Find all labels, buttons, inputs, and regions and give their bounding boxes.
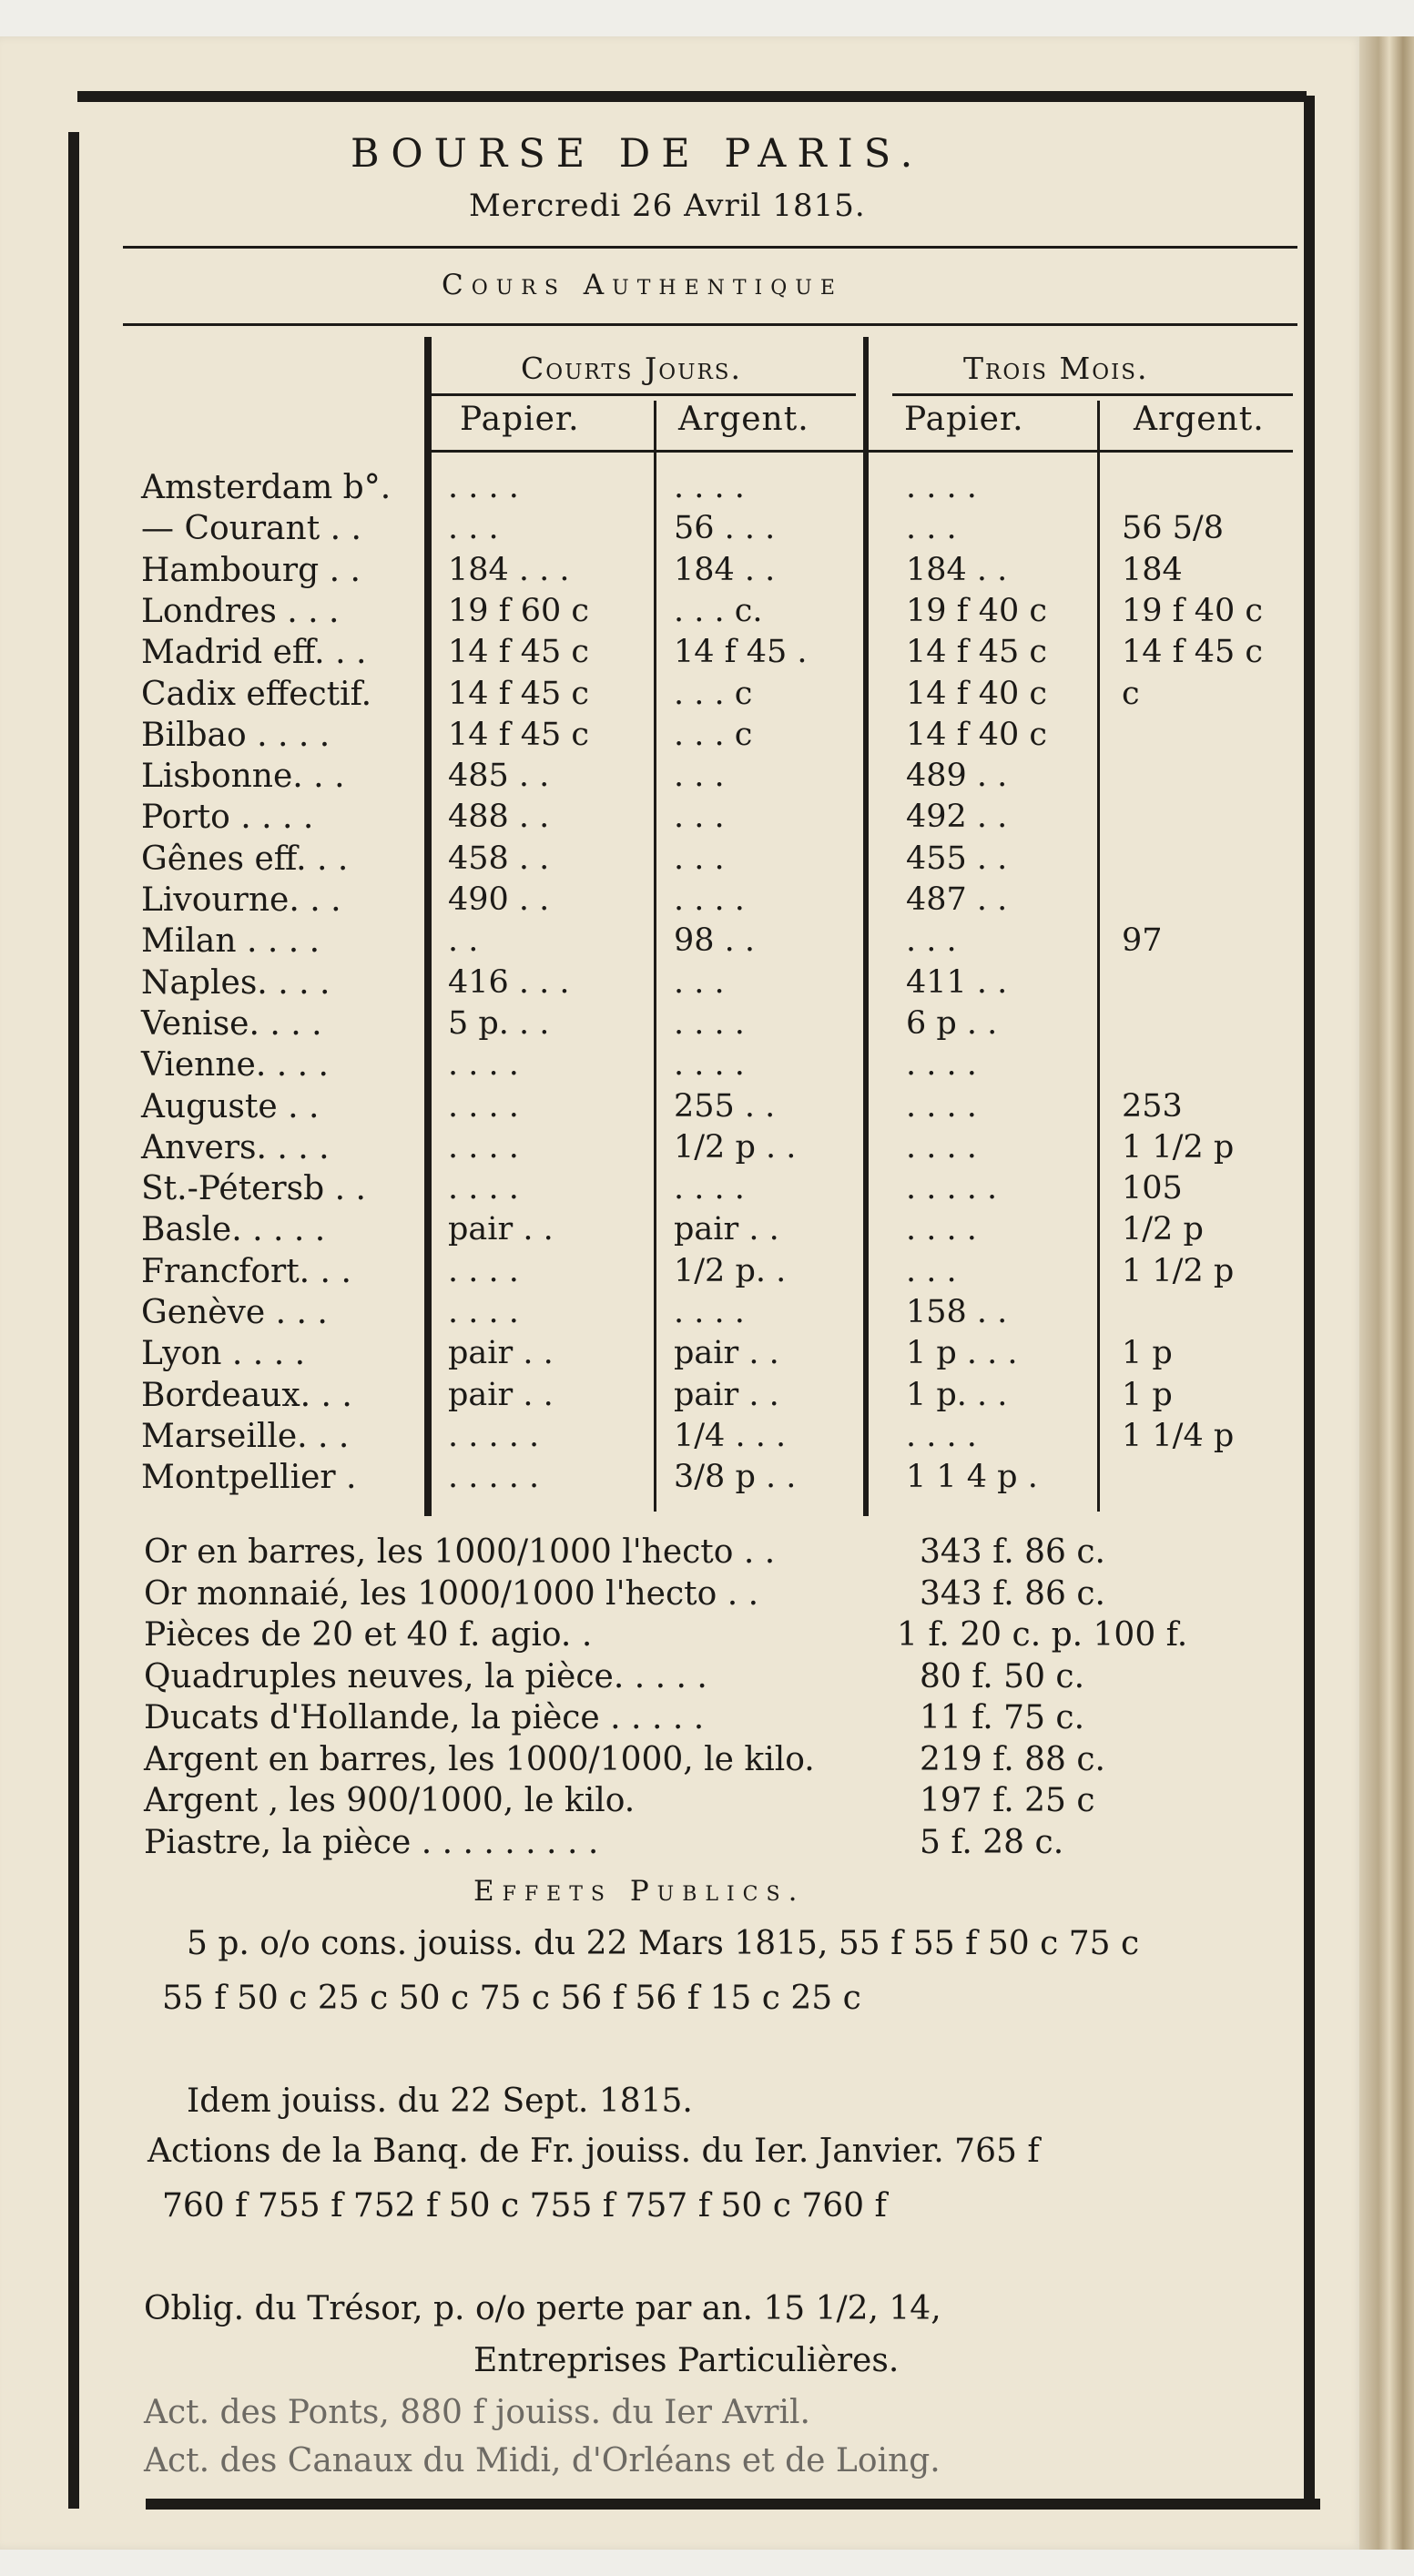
exchange-cell-tm-papier: . . . . — [906, 1211, 977, 1247]
page-title: BOURSE DE PARIS. — [351, 131, 924, 177]
exchange-cell-cj-papier: . . . . — [448, 1294, 519, 1330]
exchange-place: Porto . . . . — [141, 799, 314, 836]
exchange-cell-tm-papier: 158 . . — [906, 1294, 1008, 1330]
metal-value: 343 f. 86 c. — [920, 1575, 1105, 1613]
column-rule-4 — [1097, 401, 1100, 1512]
exchange-cell-cj-papier: pair . . — [448, 1377, 554, 1413]
exchange-cell-cj-argent: 98 . . — [674, 922, 756, 959]
exchange-cell-cj-argent: . . . — [674, 758, 725, 794]
exchange-cell-cj-argent: 255 . . — [674, 1088, 776, 1125]
exchange-place: Gênes eff. . . — [141, 840, 349, 878]
column-rule-3 — [863, 337, 869, 1516]
metal-value: 5 f. 28 c. — [920, 1824, 1064, 1861]
effets-line-1: 5 p. o/o cons. jouiss. du 22 Mars 1815, 55 f 55 f 50 c 75 c — [187, 1925, 1140, 1962]
exchange-cell-tm-papier: 1 1 4 p . — [906, 1459, 1038, 1495]
exchange-cell-cj-argent: 1/4 . . . — [674, 1418, 787, 1454]
exchange-place: — Courant . . — [141, 510, 361, 547]
exchange-cell-cj-papier: . . . . — [448, 1253, 519, 1289]
sub-header-argent-cj: Argent. — [678, 401, 809, 438]
exchange-place: St.-Pétersb . . — [141, 1170, 366, 1207]
right-border — [1304, 96, 1315, 2509]
column-rule-2 — [654, 401, 656, 1512]
exchange-cell-cj-papier: . . . . — [448, 1129, 519, 1166]
metal-label: Or monnaié, les 1000/1000 l'hecto . . — [144, 1575, 759, 1613]
exchange-cell-cj-argent: 184 . . — [674, 552, 776, 588]
section-rule — [123, 323, 1297, 326]
metal-label: Pièces de 20 et 40 f. agio. . — [144, 1616, 593, 1654]
exchange-cell-cj-papier: 14 f 45 c — [448, 717, 590, 753]
exchange-cell-tm-argent: 1/2 p — [1122, 1211, 1204, 1247]
exchange-cell-cj-argent: pair . . — [674, 1211, 779, 1247]
exchange-place: Naples. . . . — [141, 964, 331, 1002]
exchange-cell-tm-papier: 455 . . — [906, 840, 1008, 877]
exchange-cell-cj-argent: . . . — [674, 964, 725, 1001]
exchange-cell-tm-papier: 492 . . — [906, 799, 1008, 835]
exchange-cell-tm-papier: . . . . — [906, 469, 977, 505]
column-rule-1 — [424, 337, 432, 1516]
exchange-cell-cj-papier: 416 . . . — [448, 964, 570, 1001]
exchange-cell-tm-papier: 14 f 45 c — [906, 634, 1048, 670]
sub-header-papier-cj: Papier. — [460, 401, 580, 438]
exchange-place: Vienne. . . . — [141, 1046, 329, 1084]
exchange-cell-cj-argent: 56 . . . — [674, 510, 776, 546]
metal-value: 343 f. 86 c. — [920, 1533, 1105, 1571]
exchange-cell-cj-papier: . . . — [448, 510, 499, 546]
exchange-place: Marseille. . . — [141, 1418, 350, 1455]
exchange-cell-tm-papier: . . . . . — [906, 1170, 998, 1207]
section-heading: Cours Authentique — [442, 269, 843, 301]
metal-label: Argent , les 900/1000, le kilo. — [144, 1782, 636, 1819]
page-date: Mercredi 26 Avril 1815. — [469, 188, 866, 224]
exchange-cell-tm-papier: . . . . — [906, 1418, 977, 1454]
exchange-place: Hambourg . . — [141, 552, 361, 589]
exchange-cell-tm-argent: 1 p — [1122, 1377, 1173, 1413]
exchange-cell-cj-argent: . . . . — [674, 1170, 745, 1207]
exchange-cell-cj-argent: . . . . — [674, 469, 745, 505]
exchange-place: Lyon . . . . — [141, 1335, 306, 1372]
subheader-rule — [428, 450, 1293, 453]
exchange-place: Basle. . . . . — [141, 1211, 326, 1248]
exchange-place: Milan . . . . — [141, 922, 320, 960]
exchange-cell-cj-papier: pair . . — [448, 1335, 554, 1371]
exchange-cell-tm-argent: 97 — [1122, 922, 1163, 959]
exchange-cell-tm-papier: 14 f 40 c — [906, 676, 1048, 712]
exchange-cell-cj-papier: . . . . . — [448, 1418, 540, 1454]
exchange-place: Francfort. . . — [141, 1253, 351, 1290]
exchange-cell-cj-papier: 14 f 45 c — [448, 634, 590, 670]
exchange-cell-tm-argent: 1 1/2 p — [1122, 1129, 1235, 1166]
exchange-cell-cj-argent: . . . c. — [674, 593, 763, 629]
exchange-cell-cj-argent: . . . . — [674, 881, 745, 918]
exchange-cell-cj-argent: . . . . — [674, 1294, 745, 1330]
exchange-cell-tm-argent: 1 p — [1122, 1335, 1173, 1371]
top-border — [77, 91, 1307, 102]
exchange-cell-cj-argent: . . . . — [674, 1046, 745, 1083]
left-border — [68, 132, 79, 2509]
group-rule-right — [892, 393, 1293, 396]
exchange-cell-cj-papier: . . . . — [448, 1170, 519, 1207]
metal-value: 1 f. 20 c. p. 100 f. — [897, 1616, 1188, 1654]
metal-label: Piastre, la pièce . . . . . . . . . — [144, 1824, 599, 1861]
metal-label: Or en barres, les 1000/1000 l'hecto . . — [144, 1533, 776, 1571]
sub-header-argent-tm: Argent. — [1134, 401, 1265, 438]
exchange-cell-tm-argent: c — [1122, 676, 1140, 712]
exchange-cell-tm-papier: 487 . . — [906, 881, 1008, 918]
exchange-place: Auguste . . — [141, 1088, 320, 1125]
exchange-cell-cj-papier: 490 . . — [448, 881, 550, 918]
exchange-cell-cj-papier: pair . . — [448, 1211, 554, 1247]
exchange-cell-tm-papier: 1 p. . . — [906, 1377, 1008, 1413]
effets-line-2: 55 f 50 c 25 c 50 c 75 c 56 f 56 f 15 c 25 c — [162, 1980, 861, 2017]
exchange-cell-tm-argent: 105 — [1122, 1170, 1183, 1207]
book-binding-edge — [1359, 36, 1414, 2550]
exchange-cell-tm-argent: 253 — [1122, 1088, 1183, 1125]
metal-value: 11 f. 75 c. — [920, 1699, 1085, 1736]
group-rule-left — [428, 393, 856, 396]
sub-header-papier-tm: Papier. — [904, 401, 1024, 438]
effets-line-5: 760 f 755 f 752 f 50 c 755 f 757 f 50 c 760 f — [162, 2187, 887, 2225]
exchange-cell-cj-papier: . . . . — [448, 469, 519, 505]
group-header-courts-jours: Courts Jours. — [521, 351, 743, 386]
exchange-cell-cj-argent: . . . — [674, 799, 725, 835]
exchange-place: Madrid eff. . . — [141, 634, 367, 671]
metal-label: Quadruples neuves, la pièce. . . . . — [144, 1658, 707, 1695]
exchange-cell-cj-argent: pair . . — [674, 1377, 779, 1413]
exchange-place: Bordeaux. . . — [141, 1377, 352, 1414]
exchange-place: Amsterdam b°. — [141, 469, 392, 506]
exchange-cell-tm-argent: 184 — [1122, 552, 1183, 588]
metal-value: 197 f. 25 c — [920, 1782, 1095, 1819]
exchange-cell-tm-papier: 19 f 40 c — [906, 593, 1048, 629]
exchange-cell-cj-papier: 5 p. . . — [448, 1005, 550, 1042]
exchange-cell-cj-argent: 3/8 p . . — [674, 1459, 797, 1495]
exchange-cell-cj-papier: 458 . . — [448, 840, 550, 877]
exchange-cell-tm-papier: 14 f 40 c — [906, 717, 1048, 753]
metal-value: 80 f. 50 c. — [920, 1658, 1085, 1695]
effets-line-3: Idem jouiss. du 22 Sept. 1815. — [187, 2082, 693, 2120]
exchange-cell-cj-papier: 488 . . — [448, 799, 550, 835]
header-rule — [123, 246, 1297, 249]
exchange-cell-cj-papier: . . . . . — [448, 1459, 540, 1495]
exchange-cell-tm-papier: 411 . . — [906, 964, 1008, 1001]
exchange-cell-tm-argent: 56 5/8 — [1122, 510, 1224, 546]
metal-value: 219 f. 88 c. — [920, 1741, 1105, 1778]
group-header-trois-mois: Trois Mois. — [963, 351, 1149, 386]
exchange-cell-tm-papier: . . . — [906, 1253, 957, 1289]
exchange-cell-cj-argent: 1/2 p . . — [674, 1129, 797, 1166]
exchange-cell-tm-argent: 14 f 45 c — [1122, 634, 1264, 670]
exchange-cell-cj-argent: . . . — [674, 840, 725, 877]
exchange-cell-cj-argent: . . . . — [674, 1005, 745, 1042]
exchange-place: Montpellier . — [141, 1459, 357, 1496]
exchange-cell-cj-papier: 485 . . — [448, 758, 550, 794]
exchange-cell-tm-papier: 1 p . . . — [906, 1335, 1018, 1371]
exchange-cell-cj-argent: 1/2 p. . — [674, 1253, 787, 1289]
exchange-cell-tm-papier: 489 . . — [906, 758, 1008, 794]
exchange-cell-cj-papier: 19 f 60 c — [448, 593, 590, 629]
exchange-cell-tm-papier: . . . . — [906, 1129, 977, 1166]
effets-heading: Effets Publics. — [473, 1875, 806, 1908]
exchange-place: Anvers. . . . — [141, 1129, 330, 1166]
exchange-place: Lisbonne. . . — [141, 758, 345, 795]
exchange-cell-cj-papier: . . . . — [448, 1046, 519, 1083]
metal-label: Ducats d'Hollande, la pièce . . . . . — [144, 1699, 705, 1736]
exchange-cell-tm-papier: . . . — [906, 922, 957, 959]
exchange-place: Genève . . . — [141, 1294, 328, 1331]
exchange-cell-tm-papier: . . . . — [906, 1046, 977, 1083]
exchange-place: Livourne. . . — [141, 881, 341, 919]
exchange-cell-cj-argent: pair . . — [674, 1335, 779, 1371]
exchange-cell-cj-argent: . . . c — [674, 676, 753, 712]
exchange-cell-cj-papier: 184 . . . — [448, 552, 570, 588]
exchange-cell-tm-papier: 6 p . . — [906, 1005, 998, 1042]
exchange-place: Londres . . . — [141, 593, 340, 630]
exchange-cell-cj-argent: 14 f 45 . — [674, 634, 808, 670]
exchange-cell-cj-papier: . . . . — [448, 1088, 519, 1125]
exchange-place: Cadix effectif. — [141, 676, 372, 713]
entreprises-line-2: Act. des Canaux du Midi, d'Orléans et de Loing. — [144, 2442, 941, 2479]
exchange-cell-tm-papier: . . . . — [906, 1088, 977, 1125]
exchange-cell-tm-argent: 1 1/2 p — [1122, 1253, 1235, 1289]
exchange-cell-cj-argent: . . . c — [674, 717, 753, 753]
effets-line-4: Actions de la Banq. de Fr. jouiss. du Ier. Janvier. 765 f — [148, 2133, 1040, 2170]
exchange-cell-cj-papier: 14 f 45 c — [448, 676, 590, 712]
exchange-place: Bilbao . . . . — [141, 717, 331, 754]
exchange-cell-tm-papier: . . . — [906, 510, 957, 546]
exchange-cell-tm-papier: 184 . . — [906, 552, 1008, 588]
exchange-cell-tm-argent: 1 1/4 p — [1122, 1418, 1235, 1454]
entreprises-line-1: Act. des Ponts, 880 f jouiss. du Ier Avril. — [144, 2394, 810, 2431]
bottom-border — [146, 2499, 1320, 2510]
effets-line-6: Oblig. du Trésor, p. o/o perte par an. 15 1/2, 14, — [144, 2290, 941, 2327]
exchange-cell-cj-papier: . . — [448, 922, 479, 959]
entreprises-heading: Entreprises Particulières. — [473, 2342, 900, 2379]
metal-label: Argent en barres, les 1000/1000, le kilo. — [144, 1741, 815, 1778]
exchange-cell-tm-argent: 19 f 40 c — [1122, 593, 1264, 629]
exchange-place: Venise. . . . — [141, 1005, 322, 1043]
